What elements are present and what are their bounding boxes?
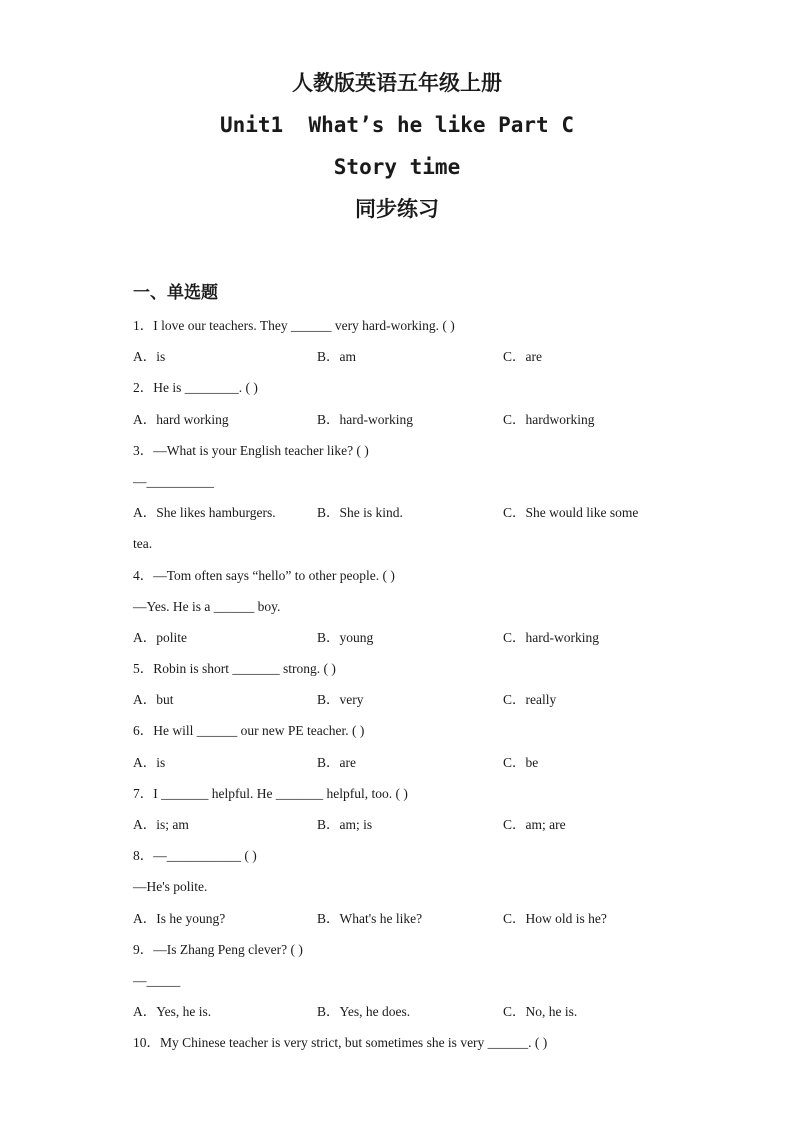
question-stem: 10．My Chinese teacher is very strict, but sometimes she is very ______. ( ): [133, 1035, 548, 1051]
question-stem: 8．—___________ ( ): [133, 848, 257, 864]
option-a[interactable]: A．Yes, he is.: [133, 1004, 212, 1020]
option-row: [133, 345, 673, 376]
title-line: 人教版英语五年级上册: [292, 71, 502, 95]
option-a[interactable]: A．polite: [133, 629, 187, 645]
option-continuation: tea.: [133, 536, 153, 552]
question-stem: 4．—Tom often says “hello” to other people. ( ): [133, 567, 395, 583]
option-c[interactable]: C．No, he is.: [503, 1004, 578, 1020]
option-c[interactable]: C．hard-working: [503, 629, 599, 645]
question-stem: 5．Robin is short _______ strong. ( ): [133, 661, 336, 677]
question-dialogue-line: —He's polite.: [133, 879, 208, 895]
question-stem: 7．I _______ helpful. He _______ helpful, too. ( ): [133, 785, 408, 801]
option-row: [133, 813, 673, 844]
option-b[interactable]: B．hard-working: [317, 411, 413, 427]
option-c[interactable]: C．She would like some: [503, 505, 639, 521]
option-c[interactable]: C．hardworking: [503, 411, 595, 427]
option-b[interactable]: B．young: [317, 629, 374, 645]
option-a[interactable]: A．Is he young?: [133, 910, 226, 926]
option-a[interactable]: A．but: [133, 692, 174, 708]
option-a[interactable]: A．She likes hamburgers.: [133, 505, 276, 521]
title-block: [0, 62, 794, 230]
option-b[interactable]: B．What's he like?: [317, 910, 423, 926]
option-b[interactable]: B．am: [317, 349, 356, 365]
title-line: 同步练习: [355, 197, 439, 221]
option-b[interactable]: B．are: [317, 754, 356, 770]
question-dialogue-line: —Yes. He is a ______ boy.: [133, 598, 281, 614]
option-row: [133, 688, 673, 719]
option-row: [133, 1000, 673, 1031]
option-row: [133, 501, 673, 532]
option-a[interactable]: A．is; am: [133, 817, 189, 832]
option-b[interactable]: B．very: [317, 692, 364, 708]
option-b[interactable]: B．She is kind.: [317, 505, 403, 521]
question-dialogue-line: —__________: [133, 473, 214, 489]
question-stem: 9．—Is Zhang Peng clever? ( ): [133, 941, 303, 957]
option-a[interactable]: A．is: [133, 754, 166, 770]
option-a[interactable]: A．is: [133, 349, 166, 365]
question-list: [133, 314, 673, 1063]
option-c[interactable]: C．be: [503, 754, 539, 770]
question-stem: 1．I love our teachers. They ______ very hard-working. ( ): [133, 318, 455, 333]
section-heading: 一、单选题: [133, 283, 218, 303]
option-b[interactable]: B．Yes, he does.: [317, 1004, 411, 1020]
question-dialogue-line: —_____: [133, 972, 181, 988]
option-c[interactable]: C．are: [503, 349, 542, 365]
option-a[interactable]: A．hard working: [133, 411, 229, 427]
option-b[interactable]: B．am; is: [317, 817, 373, 832]
question-stem: 2．He is ________. ( ): [133, 380, 258, 396]
option-row: [133, 907, 673, 938]
option-c[interactable]: C．am; are: [503, 817, 566, 832]
question-stem: 3．—What is your English teacher like? ( ): [133, 442, 369, 458]
question-stem: 6．He will ______ our new PE teacher. ( ): [133, 723, 365, 739]
option-row: [133, 626, 673, 657]
title-line: Story time: [333, 155, 461, 179]
option-c[interactable]: C．How old is he?: [503, 910, 607, 926]
title-line: Unit1 What’s he like Part C: [219, 113, 574, 137]
option-row: [133, 408, 673, 439]
option-c[interactable]: C．really: [503, 692, 557, 708]
option-row: [133, 751, 673, 782]
